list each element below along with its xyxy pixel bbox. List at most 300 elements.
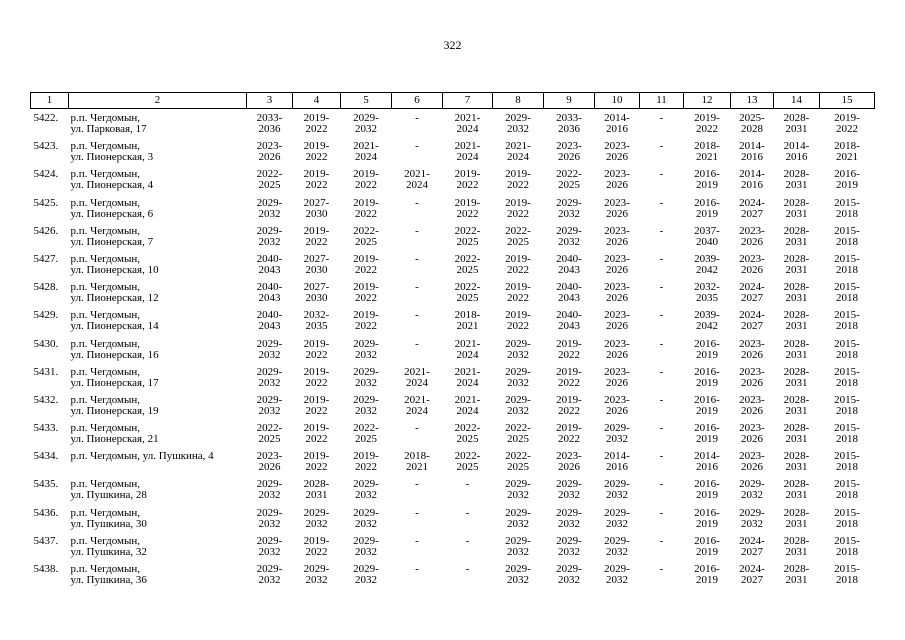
period-line: 2022	[305, 123, 328, 135]
period-line: 2026	[606, 263, 628, 276]
period-cell	[640, 254, 684, 282]
period-cell	[443, 536, 493, 564]
address-cell	[69, 564, 247, 592]
period-line: 2029-	[353, 534, 379, 547]
period-cell	[293, 367, 341, 395]
period-cell	[684, 479, 731, 507]
period-line: 2032	[355, 489, 377, 502]
period-line: -	[415, 224, 419, 237]
period-cell	[493, 536, 544, 564]
period-line: 2043	[558, 320, 580, 333]
period-line: 2018-	[454, 309, 481, 322]
period-cell	[595, 451, 640, 479]
period-cell	[443, 198, 493, 226]
column-header: 12	[684, 93, 731, 109]
period-cell	[820, 310, 875, 338]
period-cell	[247, 339, 293, 367]
period-line: 2028-	[783, 224, 810, 237]
period-line: 2028-	[783, 422, 810, 435]
period-line: 2024-	[739, 534, 765, 547]
period-cell	[341, 564, 392, 592]
period-line: 2015-	[834, 337, 860, 350]
period-line: 2019-	[505, 168, 531, 181]
period-cell	[820, 141, 875, 169]
table-row	[31, 226, 875, 254]
period-cell	[774, 423, 820, 451]
period-cell	[544, 254, 595, 282]
period-line: 2025	[456, 461, 479, 474]
period-line: 2032	[741, 489, 763, 502]
period-line: 2022	[305, 376, 328, 389]
period-line: 2025	[355, 433, 377, 446]
address-line: ул. Пушкина, 32	[70, 545, 147, 558]
period-line: 2040	[696, 235, 718, 248]
period-cell	[595, 423, 640, 451]
period-cell	[493, 226, 544, 254]
table-header-row	[31, 93, 875, 109]
address-line: р.п. Чегдомын,	[70, 337, 141, 350]
period-cell	[774, 109, 820, 142]
period-line: 2029-	[739, 506, 765, 519]
period-line: 2031	[785, 461, 808, 474]
period-cell	[640, 310, 684, 338]
period-cell	[293, 282, 341, 310]
period-line: 2029-	[505, 112, 531, 124]
period-line: 2032	[258, 235, 281, 248]
period-cell	[595, 226, 640, 254]
period-line: 2014-	[739, 168, 765, 181]
period-line: 2023-	[604, 393, 630, 406]
period-cell	[595, 282, 640, 310]
period-line: 2023-	[604, 281, 630, 294]
period-line: 2019-	[556, 393, 582, 406]
period-line: 2031	[785, 235, 808, 248]
period-line: 2029-	[353, 365, 379, 378]
period-cell	[820, 423, 875, 451]
period-line: -	[659, 196, 664, 209]
address-cell	[69, 479, 247, 507]
period-line: 2027	[741, 545, 763, 558]
period-line: 2031	[305, 489, 328, 502]
period-line: 2022	[558, 348, 580, 361]
column-header: 3	[247, 93, 293, 109]
period-line: 2022	[507, 320, 529, 333]
period-cell	[341, 310, 392, 338]
period-line: -	[659, 563, 664, 575]
period-cell	[443, 479, 493, 507]
period-cell	[293, 508, 341, 536]
period-cell	[684, 339, 731, 367]
period-line: 2019-	[303, 450, 330, 463]
period-line: 2018	[836, 235, 858, 248]
period-cell	[774, 564, 820, 592]
period-cell	[247, 479, 293, 507]
period-cell	[544, 423, 595, 451]
period-cell	[341, 282, 392, 310]
address-line: ул. Пушкина, 28	[70, 489, 147, 502]
period-cell	[731, 395, 774, 423]
period-line: 2032	[606, 545, 628, 558]
period-line: 2026	[741, 348, 763, 361]
period-line: 2015-	[834, 281, 860, 294]
period-cell	[544, 339, 595, 367]
period-line: 2029-	[604, 534, 630, 547]
period-line: 2035	[696, 292, 718, 305]
period-cell	[731, 226, 774, 254]
table-row	[31, 367, 875, 395]
period-line: 2014-	[783, 140, 810, 153]
period-line: 2039-	[694, 309, 720, 322]
period-line: 2018	[836, 404, 858, 417]
period-line: 2016	[606, 123, 628, 135]
period-line: 2031	[785, 123, 808, 135]
row-number: 5433.	[33, 422, 59, 435]
period-cell	[595, 564, 640, 592]
period-line: 2029-	[556, 506, 582, 519]
period-cell	[820, 451, 875, 479]
period-line: 2030	[305, 263, 328, 276]
period-cell	[493, 423, 544, 451]
period-cell	[731, 339, 774, 367]
period-line: -	[659, 168, 664, 181]
period-cell	[774, 169, 820, 197]
period-line: 2042	[696, 263, 718, 276]
period-cell	[774, 254, 820, 282]
period-cell	[392, 451, 443, 479]
period-line: 2031	[785, 404, 808, 417]
period-cell	[392, 226, 443, 254]
period-line: 2025	[355, 235, 377, 248]
period-line: 2016-	[694, 422, 720, 435]
period-cell	[443, 451, 493, 479]
period-line: 2023-	[739, 337, 765, 350]
period-line: 2015-	[834, 309, 860, 322]
address-line: ул. Пушкина, 36	[70, 574, 147, 586]
period-line: 2029-	[256, 365, 283, 378]
period-line: 2026	[558, 461, 580, 474]
period-line: 2029-	[256, 563, 283, 575]
period-cell	[341, 141, 392, 169]
table-row	[31, 479, 875, 507]
period-cell	[684, 536, 731, 564]
period-cell	[443, 423, 493, 451]
period-cell	[544, 479, 595, 507]
period-line: 2023-	[739, 252, 765, 265]
period-cell	[684, 282, 731, 310]
period-line: 2026	[606, 320, 628, 333]
period-line: 2026	[741, 433, 763, 446]
period-cell	[443, 282, 493, 310]
period-line: -	[659, 281, 664, 294]
period-cell	[392, 198, 443, 226]
period-line: 2019-	[303, 393, 330, 406]
period-line: 2018-	[404, 450, 430, 463]
period-line: 2014-	[739, 140, 765, 153]
period-line: 2032	[741, 517, 763, 530]
period-line: 2031	[785, 292, 808, 305]
address-line: р.п. Чегдомын,	[70, 365, 141, 378]
period-cell	[774, 198, 820, 226]
period-line: 2016	[741, 179, 763, 192]
period-line: 2039-	[694, 252, 720, 265]
period-line: 2023-	[604, 252, 630, 265]
address-cell	[69, 141, 247, 169]
address-cell	[69, 339, 247, 367]
address-cell	[69, 109, 247, 142]
period-cell	[684, 198, 731, 226]
period-cell	[684, 367, 731, 395]
period-cell	[731, 451, 774, 479]
address-line: р.п. Чегдомын,	[70, 309, 141, 322]
period-line: 2019	[696, 433, 718, 446]
period-cell	[595, 395, 640, 423]
period-line: 2026	[741, 263, 763, 276]
period-line: 2027-	[303, 196, 330, 209]
period-line: 2021-	[454, 112, 481, 124]
period-line: 2016-	[694, 506, 720, 519]
period-line: 2026	[606, 376, 628, 389]
period-line: 2019-	[303, 365, 330, 378]
period-line: 2021-	[404, 393, 430, 406]
period-line: 2032	[507, 489, 529, 502]
page-number: 322	[443, 38, 462, 52]
period-line: 2022	[305, 151, 328, 164]
period-cell	[493, 367, 544, 395]
address-line: р.п. Чегдомын,	[70, 506, 141, 519]
period-cell	[640, 109, 684, 142]
period-line: 2032-	[694, 281, 720, 294]
period-line: 2024	[456, 123, 479, 135]
period-line: 2022-	[454, 422, 481, 435]
period-line: 2023-	[604, 224, 630, 237]
period-line: 2025	[456, 235, 479, 248]
period-line: 2021-	[454, 365, 481, 378]
period-line: 2032	[558, 517, 580, 530]
period-cell	[820, 226, 875, 254]
address-line: р.п. Чегдомын,	[70, 252, 141, 265]
period-cell	[341, 395, 392, 423]
period-line: 2029-	[353, 506, 379, 519]
period-line: -	[659, 450, 664, 463]
period-cell	[731, 367, 774, 395]
period-cell	[774, 508, 820, 536]
period-line: 2023-	[256, 450, 283, 463]
period-line: 2024	[456, 376, 479, 389]
table-row	[31, 564, 875, 592]
period-cell	[341, 198, 392, 226]
period-line: 2023-	[556, 450, 582, 463]
period-line: 2029-	[353, 478, 379, 491]
period-line: 2018	[836, 433, 858, 446]
period-cell	[731, 564, 774, 592]
period-line: 2029-	[256, 224, 283, 237]
period-line: 2019-	[303, 337, 330, 350]
period-line: -	[415, 252, 419, 265]
period-line: -	[415, 196, 419, 209]
period-cell	[247, 395, 293, 423]
period-line: 2032	[355, 376, 377, 389]
period-line: 2018	[836, 320, 858, 333]
period-line: 2031	[785, 433, 808, 446]
period-line: 2032	[305, 574, 328, 586]
period-line: 2018	[836, 461, 858, 474]
period-cell	[820, 169, 875, 197]
period-line: 2018	[836, 292, 858, 305]
period-line: 2032	[606, 489, 628, 502]
period-line: -	[415, 563, 419, 575]
period-line: 2043	[558, 292, 580, 305]
period-line: 2031	[785, 207, 808, 220]
period-line: 2029-	[556, 196, 582, 209]
period-cell	[493, 109, 544, 142]
table-row	[31, 339, 875, 367]
column-header: 14	[774, 93, 820, 109]
period-line: 2015-	[834, 478, 860, 491]
period-cell	[595, 169, 640, 197]
period-cell	[493, 282, 544, 310]
period-line: 2032	[558, 489, 580, 502]
period-line: 2019-	[694, 112, 720, 124]
period-line: 2029-	[256, 506, 283, 519]
period-cell	[544, 536, 595, 564]
address-line: ул. Пионерская, 4	[70, 179, 154, 192]
period-line: -	[415, 112, 419, 124]
period-cell	[684, 109, 731, 142]
period-line: -	[659, 422, 664, 435]
period-line: 2019	[696, 179, 718, 192]
period-line: 2028-	[783, 450, 810, 463]
period-cell	[443, 169, 493, 197]
period-line: 2029-	[556, 224, 582, 237]
period-cell	[820, 109, 875, 142]
period-line: 2019-	[454, 196, 481, 209]
period-line: 2040-	[256, 281, 283, 294]
period-line: -	[659, 140, 664, 153]
period-cell	[595, 109, 640, 142]
row-number: 5424.	[33, 168, 59, 181]
period-line: -	[659, 224, 664, 237]
period-line: 2029-	[353, 337, 379, 350]
period-line: 2022	[507, 292, 529, 305]
column-header: 11	[640, 93, 684, 109]
period-line: 2026	[606, 404, 628, 417]
column-header: 1	[31, 93, 69, 109]
period-line: 2024-	[739, 309, 765, 322]
period-line: 2028	[741, 123, 763, 135]
period-line: 2022	[355, 461, 377, 474]
period-line: 2023-	[604, 365, 630, 378]
period-line: 2022	[355, 263, 377, 276]
period-line: 2025	[558, 179, 580, 192]
period-line: 2021	[696, 151, 718, 164]
period-line: 2022	[305, 433, 328, 446]
period-line: 2024	[507, 151, 529, 164]
period-line: 2031	[785, 517, 808, 530]
period-line: 2029-	[739, 478, 765, 491]
period-cell	[341, 479, 392, 507]
period-cell	[731, 282, 774, 310]
period-line: 2032	[355, 404, 377, 417]
period-line: 2029-	[303, 563, 330, 575]
period-cell	[392, 282, 443, 310]
period-cell	[595, 198, 640, 226]
period-line: 2016	[696, 461, 718, 474]
period-line: 2016-	[694, 534, 720, 547]
period-line: 2015-	[834, 534, 860, 547]
period-cell	[820, 508, 875, 536]
period-line: 2032	[258, 404, 281, 417]
address-cell	[69, 310, 247, 338]
period-cell	[774, 367, 820, 395]
period-line: 2029-	[353, 393, 379, 406]
period-cell	[820, 339, 875, 367]
period-cell	[247, 564, 293, 592]
period-line: 2032	[258, 348, 281, 361]
period-cell	[684, 226, 731, 254]
period-line: 2022-	[353, 422, 379, 435]
address-cell	[69, 282, 247, 310]
row-number: 5437.	[33, 534, 59, 547]
address-cell	[69, 226, 247, 254]
period-line: 2023-	[604, 309, 630, 322]
period-line: 2021-	[454, 337, 481, 350]
period-line: 2029-	[256, 534, 283, 547]
period-cell	[293, 254, 341, 282]
period-line: 2029-	[505, 478, 531, 491]
period-line: 2022	[456, 179, 479, 192]
period-line: 2040-	[256, 309, 283, 322]
period-line: 2029-	[556, 563, 582, 575]
period-line: 2014-	[694, 450, 720, 463]
table-row	[31, 109, 875, 142]
row-number: 5435.	[33, 478, 59, 491]
period-cell	[341, 226, 392, 254]
period-line: -	[465, 506, 470, 519]
period-line: 2028-	[783, 478, 810, 491]
period-line: 2018	[836, 376, 858, 389]
period-line: 2016-	[694, 563, 720, 575]
period-line: 2024	[406, 376, 428, 389]
period-cell	[443, 339, 493, 367]
period-cell	[392, 109, 443, 142]
period-line: 2019-	[303, 140, 330, 153]
period-line: 2022	[456, 207, 479, 220]
period-line: 2029-	[604, 478, 630, 491]
period-line: 2029-	[505, 365, 531, 378]
period-line: 2026	[606, 207, 628, 220]
period-cell	[392, 310, 443, 338]
period-cell	[247, 536, 293, 564]
period-cell	[247, 169, 293, 197]
period-line: 2019-	[505, 309, 531, 322]
period-cell	[493, 451, 544, 479]
period-line: 2023-	[739, 450, 765, 463]
period-line: 2024	[406, 179, 428, 192]
period-cell	[595, 310, 640, 338]
period-line: -	[415, 478, 419, 491]
column-header: 15	[820, 93, 875, 109]
address-cell	[69, 423, 247, 451]
period-cell	[544, 226, 595, 254]
period-line: 2031	[785, 348, 808, 361]
period-line: 2032	[355, 517, 377, 530]
period-cell	[493, 141, 544, 169]
row-number: 5425.	[33, 196, 59, 209]
period-cell	[774, 226, 820, 254]
period-cell	[684, 169, 731, 197]
period-line: 2026	[606, 235, 628, 248]
address-line: ул. Пионерская, 7	[70, 235, 154, 248]
